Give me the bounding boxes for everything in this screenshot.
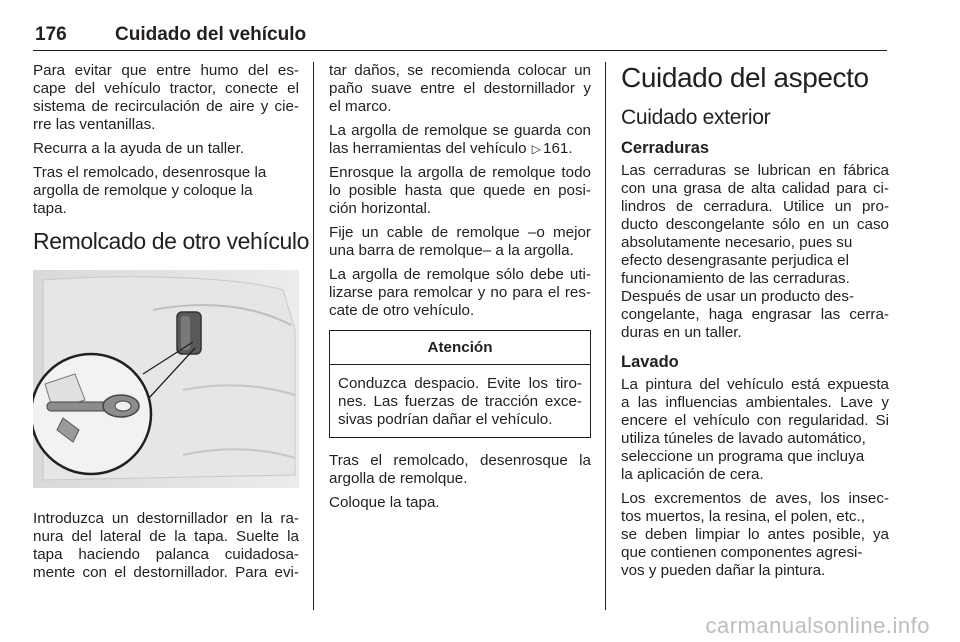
caution-title: Atención [330, 331, 590, 365]
caution-text: Conduzca despacio. Evite los tiro- nes. Las fuerzas de tracción exce- sivas podrían dañar el vehículo. [338, 375, 582, 428]
page-number: 176 [35, 24, 67, 45]
column-divider [605, 62, 606, 610]
section-heading: Remolcado de otro vehículo [33, 228, 309, 254]
paragraph: La argolla de remolque se guarda con las herramientas del vehículo ▷ 161. [329, 122, 591, 157]
paragraph: Enrosque la argolla de remolque todo lo posible hasta que quede en posi- ción horizontal. [329, 164, 591, 217]
cross-reference-arrow-icon: ▷ [531, 142, 542, 156]
section-heading: Cuidado exterior [621, 106, 771, 129]
paragraph: Tras el remolcado, desenrosque la argolla de remolque y coloque la tapa. [33, 164, 267, 217]
paragraph: Para evitar que entre humo del es- cape del vehículo tractor, conecte el sistema de recirculación de aire y cie- rre las ventanillas. [33, 62, 299, 133]
column-3 [621, 62, 889, 586]
paragraph: Coloque la tapa. [329, 494, 440, 511]
paragraph: Introduzca un destornillador en la ra- nura del lateral de la tapa. Suelte la tapa haciendo palanca cuidadosa- mente con el destornillador. Para evi- [33, 510, 299, 581]
paragraph: La argolla de remolque sólo debe uti- lizarse para remolcar y no para el res- cate de otro vehículo. [329, 266, 591, 319]
subsection-heading: Cerraduras [621, 139, 710, 157]
watermark: carmanualsonline.info [705, 613, 930, 638]
paragraph: Recurra a la ayuda de un taller. [33, 140, 245, 157]
running-title: Cuidado del vehículo [115, 24, 307, 45]
column-1 [33, 62, 309, 588]
paragraph: tar daños, se recomienda colocar un paño suave entre el destornillador y el marco. [329, 62, 591, 115]
paragraph: Los excrementos de aves, los insec- tos muertos, la resina, el polen, etc., se deben limpiar lo antes posible, ya que contienen componentes agresi- vos y pueden dañar la pintura. [621, 490, 889, 579]
tow-eye-cover-illustration [33, 270, 299, 488]
subsection-heading: Lavado [621, 353, 679, 371]
caution-box [329, 330, 591, 438]
page-reference: 161. [543, 140, 573, 157]
chapter-heading: Cuidado del aspecto [621, 62, 869, 93]
paragraph: Las cerraduras se lubrican en fábrica con una grasa de alta calidad para ci- lindros de cerradura. Utilice un pro- ducto descongelante sólo en un caso absolutamente necesario, pues su efecto desengrasante perjudica el funcionamiento de las cerraduras. Después de usar un producto des- congelante, haga engrasar las cerra- duras en un taller. [621, 162, 889, 341]
page-header [33, 20, 887, 51]
paragraph: La pintura del vehículo está expuesta a las influencias ambientales. Lave y encere el vehículo con regularidad. Si utiliza túneles de lavado automático, seleccione un programa que incluya la aplicación de cera. [621, 376, 889, 483]
column-divider [313, 62, 314, 610]
paragraph: Fije un cable de remolque –o mejor una barra de remolque– a la argolla. [329, 224, 591, 259]
paragraph: Tras el remolcado, desenrosque la argolla de remolque. [329, 452, 591, 487]
column-2 [329, 62, 591, 518]
